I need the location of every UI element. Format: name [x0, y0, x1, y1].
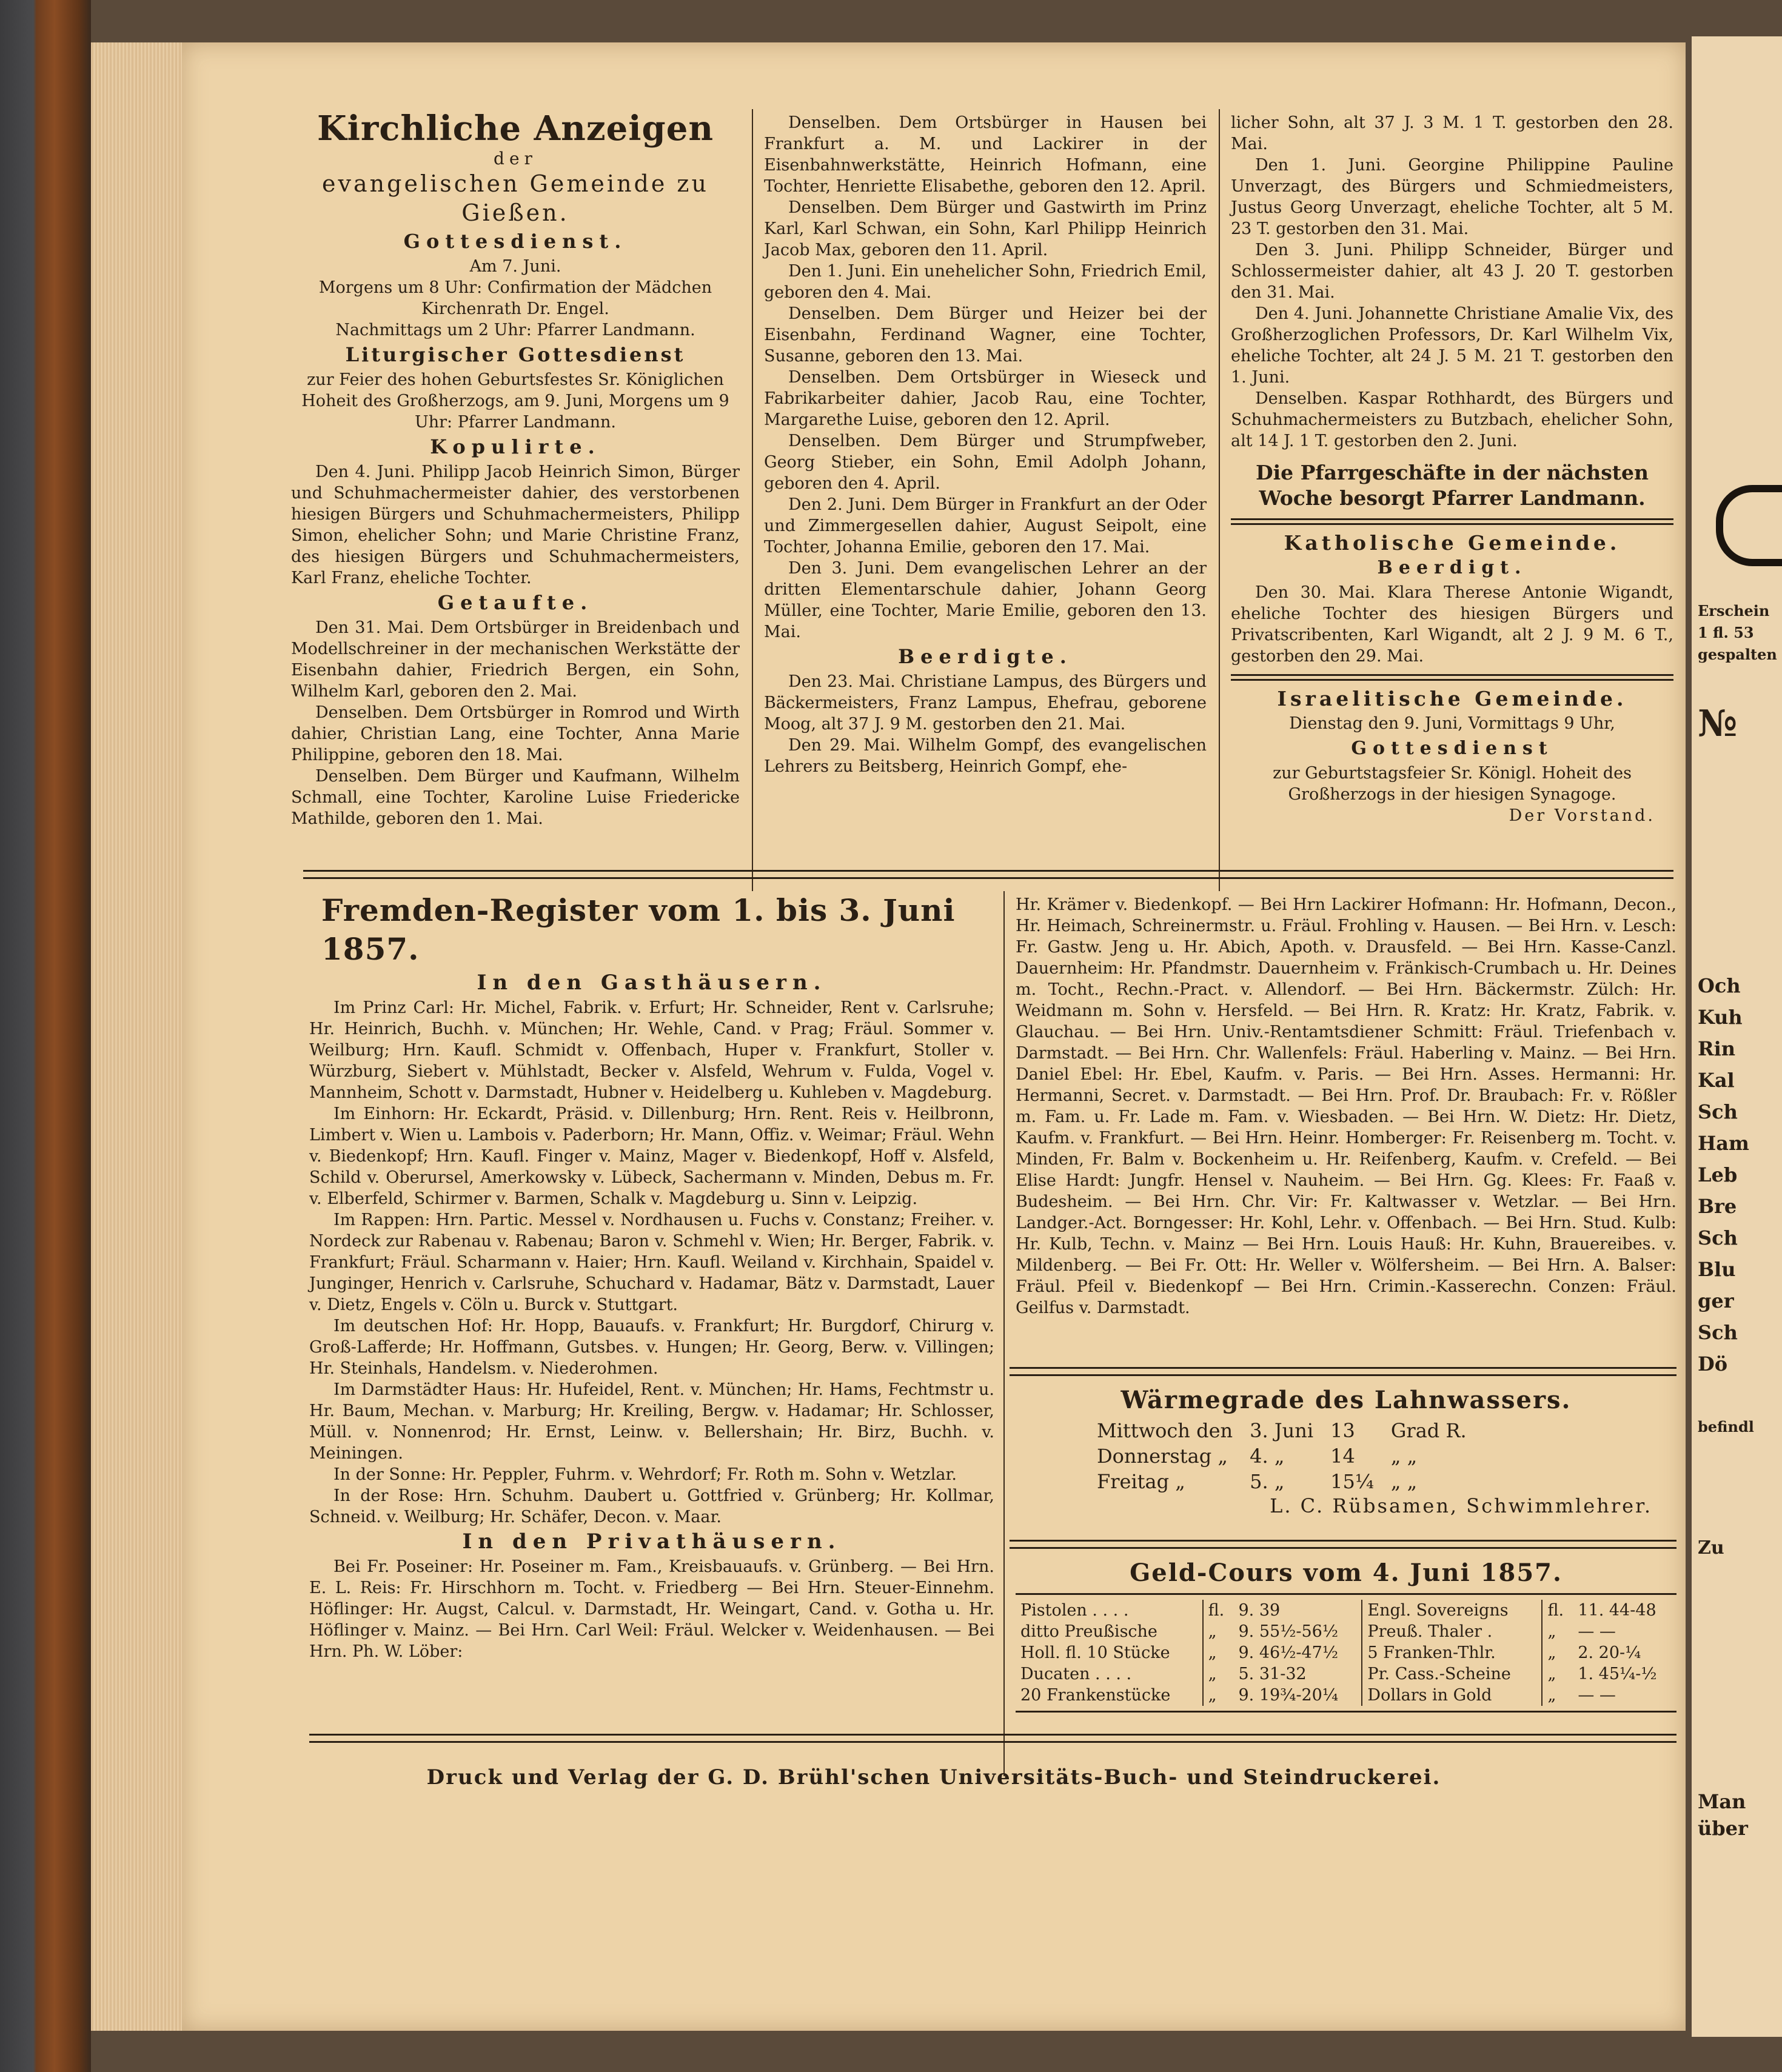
facing-list: Och Kuh Rin Kal Sch Ham Leb Bre Sch Blu ger Sch Dö	[1698, 974, 1749, 1375]
page-edges	[91, 42, 188, 2031]
service-afternoon: Nachmittags um 2 Uhr: Pfarrer Landmann.	[335, 321, 695, 339]
newspaper-page	[182, 42, 1686, 2031]
liturgical-text: zur Feier des hohen Geburtsfestes Sr. Königlichen Hoheit des Großherzogs, am 9. Juni, Morgens um 9 Uhr: Pfarrer Landmann.	[301, 370, 729, 432]
church-title: Kirchliche Anzeigen	[317, 109, 714, 149]
facing-text: Zu	[1698, 1537, 1724, 1559]
baptism-entry: Denselben. Dem Bürger und Heizer bei der Eisenbahn, Ferdinand Wagner, eine Tochter, Susanne, geboren den 13. Mai.	[764, 304, 1207, 366]
burial-column	[1231, 112, 1673, 826]
baptism-entry: Den 1. Juni. Ein unehelicher Sohn, Friedrich Emil, geboren den 4. Mai.	[764, 262, 1207, 302]
book-binding	[0, 0, 91, 2072]
burial-entry: Den 4. Juni. Johannette Christiane Amalie Vix, des Großherzoglichen Professors, Dr. Karl Wilhelm Vix, eheliche Tochter, alt 24 J. 5 M. 21 T. gestorben den 1. Juni.	[1231, 304, 1673, 387]
imprint: Druck und Verlag der G. D. Brühl'schen Universitäts-Buch- und Steindruckerei.	[426, 1765, 1441, 1790]
section-rule	[1010, 1540, 1676, 1549]
section-rule	[1231, 518, 1673, 525]
baptism-entry: Den 31. Mai. Dem Ortsbürger in Breidenbach und Modellschreiner in der mechanischen Werkstätte der Eisenbahn dahier, Friedrich Bergen, ein Sohn, Wilhelm Karl, geboren den 2. Mai.	[291, 618, 740, 701]
inn-entry: Im Darmstädter Haus: Hr. Hufeidel, Rent. v. München; Hr. Hams, Fechtmstr u. Hr. Baum, Mechan. v. Marburg; Hr. Kreiling, Bergw. v. Hadamar; Hr. Schlosser, Müll. v. Nonnenrod; Hr. Ernst, Leinw. v. Bellershain; Hr. Birz, Buchh. v. Meiningen.	[309, 1380, 994, 1463]
exchange-title: Geld-Cours vom 4. Juni 1857.	[1130, 1559, 1563, 1587]
liturgical-heading: Liturgischer Gottesdienst	[345, 343, 686, 366]
jewish-date: Dienstag den 9. Juni, Vormittags 9 Uhr,	[1289, 714, 1615, 733]
baptism-entry: Denselben. Dem Ortsbürger in Romrod und Wirth dahier, Christian Lang, eine Tochter, Anna Marie Philippine, geboren den 18. Mai.	[291, 703, 740, 764]
getaufte-heading: Getaufte.	[437, 591, 594, 614]
column-divider	[1219, 109, 1220, 891]
visitor-register-left	[309, 891, 994, 1662]
baptism-entry: Denselben. Dem Ortsbürger in Hausen bei Frankfurt a. M. und Lackirer in der Eisenbahnwerkstätte, Heinrich Hofmann, eine Tochter, Henriette Elisabethe, geboren den 12. April.	[764, 113, 1207, 196]
water-temp-sign: L. C. Rübsamen, Schwimmlehrer.	[1270, 1494, 1652, 1517]
jewish-sub: Gottesdienst	[1351, 738, 1553, 759]
inns-heading: In den Gasthäusern.	[477, 971, 827, 995]
inn-entry: In der Rose: Hrn. Schuhm. Daubert u. Gottfried v. Grünberg; Hr. Kollmar, Schneid. v. Weilburg; Hr. Schäfer, Decon. v. Maar.	[309, 1486, 994, 1526]
inn-entry: Im deutschen Hof: Hr. Hopp, Bauaufs. v. Frankfurt; Hr. Burgdorf, Chirurg v. Groß-Lafferde; Hr. Hoffmann, Gutsbes. v. Hungen; Hr. Georg, Berw. v. Villingen; Hr. Steinhals, Handelsm. v. Niederohmen.	[309, 1317, 994, 1378]
kopulirte-heading: Kopulirte.	[430, 435, 601, 458]
table-row: 20 Frankenstücke „ 9. 19¾-20¼ Dollars in Gold „ — —	[1020, 1686, 1616, 1705]
section-rule	[309, 1734, 1676, 1743]
service-morning: Morgens um 8 Uhr: Confirmation der Mädchen Kirchenrath Dr. Engel.	[318, 278, 712, 318]
kopulirte-text: Den 4. Juni. Philipp Jacob Heinrich Simon, Bürger und Schuhmachermeister dahier, des verstorbenen hiesigen Bürgers und Schuhmachermeisters, Philipp Simon, ehelicher Sohn; und Marie Christine Franz, des hiesigen Bürgers und Schuhmachermeisters, Karl Franz, eheliche Tochter.	[291, 463, 740, 587]
water-temp-title: Wärmegrade des Lahnwassers.	[1120, 1386, 1572, 1414]
column-divider	[1003, 891, 1005, 1776]
burial-entry: licher Sohn, alt 37 J. 3 M. 1 T. gestorben den 28. Mai.	[1231, 113, 1673, 153]
baptism-entry: Denselben. Dem Bürger und Gastwirth im Prinz Karl, Karl Schwan, ein Sohn, Karl Philipp Heinrich Jacob Max, geboren den 11. April.	[764, 198, 1207, 259]
exchange-box	[1016, 1593, 1676, 1713]
pfarr-note: Die Pfarrgeschäfte in der nächsten Woche besorgt Pfarrer Landmann.	[1255, 461, 1649, 510]
jewish-heading: Israelitische Gemeinde.	[1277, 687, 1627, 710]
section-rule	[303, 870, 1673, 879]
table-row: Holl. fl. 10 Stücke „ 9. 46½-47½ 5 Franken-Thlr. „ 2. 20-¼	[1020, 1643, 1641, 1662]
burial-entry: Denselben. Kaspar Rothhardt, des Bürgers und Schuhmachermeisters zu Butzbach, ehelicher Sohn, alt 14 J. 1 T. gestorben den 2. Juni.	[1231, 389, 1673, 450]
jewish-text: zur Geburtstagsfeier Sr. Königl. Hoheit des Großherzogs in der hiesigen Synagoge.	[1273, 764, 1632, 804]
baptism-entry: Denselben. Dem Bürger und Kaufmann, Wilhelm Schmall, eine Tochter, Karoline Luise Friedericke Mathilde, geboren den 1. Mai.	[291, 767, 740, 828]
burial-entry: Den 29. Mai. Wilhelm Gompf, des evangelischen Lehrers zu Beitsberg, Heinrich Gompf, ehe-	[764, 736, 1207, 776]
section-rule	[1231, 674, 1673, 681]
burial-entry: Den 23. Mai. Christiane Lampus, des Bürgers und Bäckermeisters, Franz Lampus, Ehefrau, geborene Moog, alt 37 J. 9 M. gestorben den 21. Mai.	[764, 672, 1207, 734]
exchange-table	[1016, 1600, 1676, 1706]
church-column	[291, 109, 740, 829]
inn-entry: Im Einhorn: Hr. Eckardt, Präsid. v. Dillenburg; Hrn. Rent. Reis v. Heilbronn, Limbert v. Wien u. Lambois v. Paderborn; Hr. Mann, Offiz. v. Weimar; Fräul. Wehn v. Biedenkopf; Hrn. Kaufl. Finger v. Mainz, Mager v. Biedenkopf, Hoff v. Alsfeld, Schild v. Oberursel, Amerkowsky v. Lübeck, Sachermann v. Minden, Debus m. Fr. v. Elberfeld, Schirmer v. Barmen, Schalk v. Magdeburg u. Sinn v. Leipzig.	[309, 1105, 994, 1208]
exchange-rates	[1016, 1555, 1676, 1713]
burial-entry: Den 3. Juni. Philipp Schneider, Bürger und Schlossermeister dahier, alt 43 J. 20 T. gestorben den 31. Mai.	[1231, 241, 1673, 302]
table-row: Donnerstag „ 4. „ 14 „ „	[1097, 1445, 1418, 1468]
baptism-column	[764, 112, 1207, 777]
visitor-register-right	[1016, 894, 1676, 1318]
church-subtitle: evangelischen Gemeinde zu Gießen.	[322, 170, 709, 226]
baptism-entry: Den 3. Juni. Dem evangelischen Lehrer an der dritten Elementarschule dahier, Johann Georg Müller, eine Tochter, Marie Emilie, geboren den 13. Mai.	[764, 559, 1207, 641]
baptism-entry: Denselben. Dem Bürger und Strumpfweber, Georg Stieber, ein Sohn, Emil Adolph Johann, geboren den 4. April.	[764, 432, 1207, 493]
table-row: Freitag „ 5. „ 15¼ „ „	[1097, 1470, 1418, 1493]
masthead-fragment	[1716, 485, 1782, 566]
water-temp-table	[1088, 1418, 1475, 1494]
table-row: Pistolen . . . . fl. 9. 39 Engl. Sovereigns fl. 11. 44-48	[1020, 1601, 1656, 1620]
water-temperature	[1016, 1382, 1676, 1517]
facing-text: Man über	[1698, 1790, 1748, 1840]
catholic-heading: Katholische Gemeinde.	[1284, 531, 1621, 555]
private-heading: In den Privathäusern.	[462, 1529, 842, 1554]
inn-entry: Im Prinz Carl: Hr. Michel, Fabrik. v. Erfurt; Hr. Schneider, Rent v. Carlsruhe; Hr. Heinrich, Buchh. v. München; Hr. Wehle, Cand. v Prag; Fräul. Sommer v. Weilburg; Hrn. Kaufl. Schmidt v. Offenbach, Huper v. Frankfurt, Stoller v. Würzburg, Siebert v. Mühlstadt, Becker v. Alsfeld, Wehrum v. Fulda, Vogel v. Mannheim, Schott v. Darmstadt, Hubner v. Heidelberg u. Kuhleben v. Magdeburg.	[309, 998, 994, 1102]
inn-entry: Im Rappen: Hrn. Partic. Messel v. Nordhausen u. Fuchs v. Constanz; Freiher. v. Nordeck zur Rabenau v. Rabenau; Baron v. Schmehl v. Wien; Hr. Berger, Fabrik. v. Frankfurt; Fräul. Scharmann v. Haier; Hrn. Kaufl. Weiland v. Kirchhain, Spaidel v. Junginger, Henrich v. Carlsruhe, Schuchard v. Hadamar, Bätz v. Darmstadt, Lauer v. Dietz, Engels v. Cöln u. Burck v. Stuttgart.	[309, 1211, 994, 1314]
table-row: Ducaten . . . . „ 5. 31-32 Pr. Cass.-Scheine „ 1. 45¼-½	[1020, 1665, 1657, 1683]
burial-entry: Den 1. Juni. Georgine Philippine Pauline Unverzagt, des Bürgers und Schmiedmeisters, Justus Georg Unverzagt, eheliche Tochter, alt 5 M. 23 T. gestorben den 31. Mai.	[1231, 156, 1673, 238]
church-der: der	[494, 149, 537, 169]
baptism-entry: Den 2. Juni. Dem Bürger in Frankfurt an der Oder und Zimmergesellen dahier, August Seipolt, eine Tochter, Johanna Emilie, geboren den 17. Mai.	[764, 495, 1207, 556]
facing-text: Erschein 1 fl. 53 gespalten	[1698, 602, 1777, 663]
baptism-entry: Denselben. Dem Ortsbürger in Wieseck und Fabrikarbeiter dahier, Jacob Rau, eine Tochter, Margarethe Luise, geboren den 12. April.	[764, 368, 1207, 429]
inn-entry: In der Sonne: Hr. Peppler, Fuhrm. v. Wehrdorf; Fr. Roth m. Sohn v. Wetzlar.	[333, 1465, 957, 1484]
gottesdienst-heading: Gottesdienst.	[403, 230, 628, 253]
section-rule	[1010, 1367, 1676, 1376]
table-row: Mittwoch den 3. Juni 13 Grad R.	[1097, 1419, 1467, 1442]
facing-text: befindl	[1698, 1418, 1754, 1435]
catholic-text: Den 30. Mai. Klara Therese Antonie Wigandt, eheliche Tochter des hiesigen Bürgers und Privatscribenten, Karl Wigandt, alt 2 J. 9 M. 6 T., gestorben den 29. Mai.	[1231, 583, 1673, 666]
private-entry: Bei Fr. Poseiner: Hr. Poseiner m. Fam., Kreisbauaufs. v. Grünberg. — Bei Hrn. E. L. Reis: Fr. Hirschhorn m. Tocht. v. Friedberg — Bei Hrn. Steuer-Einnehm. Höflinger: Hr. Augst, Calcul. v. Darmstadt, Hr. Weingart, Cand. v. Gotha u. Hr. Höflinger v. Mainz. — Bei Hrn. Carl Weil: Fräul. Welcker v. Weidenhausen. — Bei Hrn. Ph. W. Löber:	[309, 1557, 994, 1661]
service-date: Am 7. Juni.	[469, 257, 561, 276]
beerdigte-heading: Beerdigte.	[898, 645, 1073, 668]
catholic-sub: Beerdigt.	[1377, 557, 1527, 578]
number-sign: №	[1698, 703, 1738, 745]
private-entry: Hr. Krämer v. Biedenkopf. — Bei Hrn Lackirer Hofmann: Hr. Hofmann, Decon., Hr. Heimach, Schreinermstr. u. Fräul. Frohling v. Hausen. — Bei Hrn. v. Lesch: Fr. Gastw. Jeng u. Hr. Abich, Apoth. v. Drausfeld. — Bei Hrn. Kasse-Canzl. Dauernheim: Hr. Pfandmstr. Dauernheim v. Fränkisch-Crumbach u. Hr. Deines m. Tocht., Rechn.-Pract. v. Allendorf. — Bei Hrn. Bäckermstr. Zülch: Hr. Weidmann m. Sohn v. Hersfeld. — Bei Hrn. R. Kratz: Hr. Kratz, Fabrik. v. Glauchau. — Bei Hrn. Univ.-Rentamtsdiener Schmitt: Fräul. Triefenbach v. Darmstadt. — Bei Hrn. Chr. Wallenfels: Fräul. Haberling v. Mainz. — Bei Hrn. Daniel Ebel: Hr. Ebel, Kaufm. v. Paris. — Bei Hrn. Asses. Hermanni: Hr. Hermanni, Secret. v. Darmstadt. — Bei Hrn. Prof. Dr. Braubach: Fr. v. Rößler m. Fam. u. Fr. Lade m. Fam. v. Wiesbaden. — Bei Hrn. W. Dietz: Hr. Dietz, Kaufm. v. Frankfurt. — Bei Hrn. Heinr. Homberger: Fr. Reisenberg m. Tocht. v. Minden, Fr. Balm v. Bockenheim u. Hr. Reifenberg, Kaufm. v. Crefeld. — Bei Elise Hardt: Jungfr. Hensel v. Nauheim. — Bei Hrn. Gg. Klees: Fr. Faaß v. Budesheim. — Bei Hrn. Chr. Vir: Fr. Kaltwasser v. Wetzlar. — Bei Hrn. Landger.-Act. Borngesser: Hr. Kohl, Lehr. v. Offenbach. — Bei Hrn. Stud. Kulb: Hr. Kulb, Techn. v. Mainz — Bei Hrn. Louis Hauß: Hr. Kuhn, Brauereibes. v. Mildenberg. — Bei Fr. Ott: Hr. Weller v. Wölfersheim. — Bei Hrn. A. Balser: Fräul. Pfeil v. Biedenkopf — Bei Hrn. Crimin.-Kasserechn. Conzen: Fräul. Geilfus v. Darmstadt.	[1016, 895, 1676, 1317]
jewish-sign: Der Vorstand.	[1509, 806, 1655, 825]
column-divider	[752, 109, 753, 891]
visitor-title: Fremden-Register vom 1. bis 3. Juni 1857.	[321, 892, 956, 967]
table-row: ditto Preußische „ 9. 55½-56½ Preuß. Thaler . „ — —	[1020, 1622, 1616, 1641]
facing-page	[1692, 36, 1782, 2037]
